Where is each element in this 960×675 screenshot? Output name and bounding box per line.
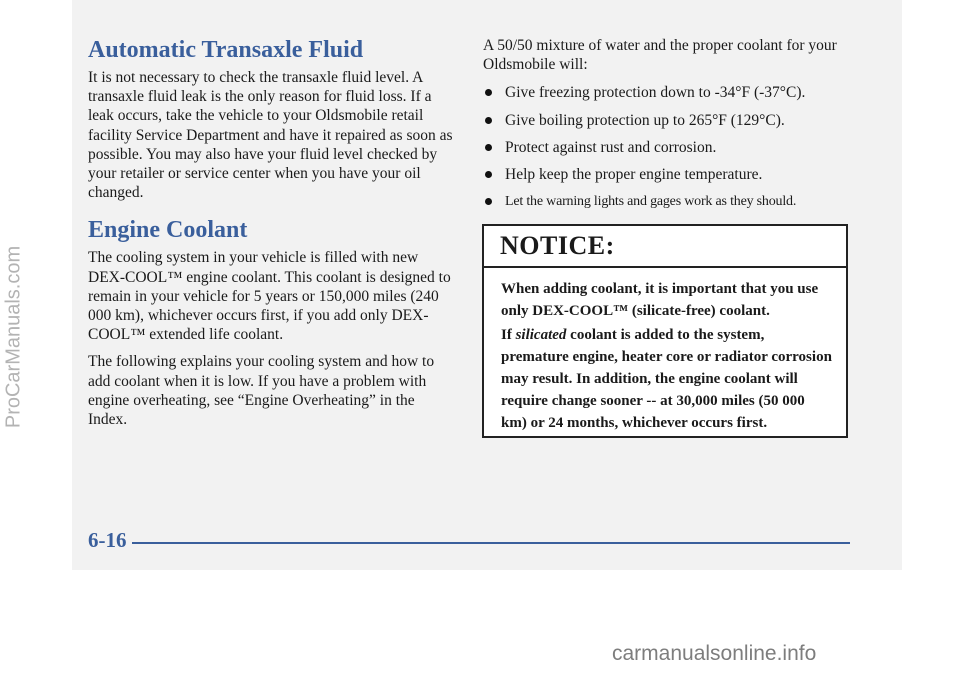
transaxle-heading: Automatic Transaxle Fluid — [88, 37, 364, 63]
mixture-intro: A 50/50 mixture of water and the proper coolant for your Oldsmobile will: — [483, 37, 837, 74]
notice-paragraph-1: When adding coolant, it is important that you use only DEX-COOL™ (silicate-free) coolant. — [501, 281, 819, 319]
page-number: 6-16 — [88, 528, 127, 552]
list-item-text: Give boiling protection up to 265°F (129°C). — [505, 111, 785, 129]
list-item — [483, 138, 855, 157]
bullet-icon — [485, 89, 492, 96]
notice-paragraph-2 — [501, 324, 834, 434]
site-watermark: carmanualsonline.info — [612, 642, 817, 665]
page-footer — [88, 528, 850, 552]
transaxle-paragraph: It is not necessary to check the transaxle fluid level. A transaxle fluid leak is the only reason for fluid loss. If a leak occurs, take the vehicle to your Oldsmobile retail facility Service Department and have it repaired as soon as possible. You may also have your fluid level checked by your retailer or service center when you have your oil changed. — [88, 69, 453, 202]
benefit-list — [483, 83, 855, 211]
coolant-paragraph-1: The cooling system in your vehicle is filled with new DEX-COOL™ engine coolant. This coolant is designed to remain in your vehicle for 5 years or 150,000 miles (240 000 km), whichever occurs first, if you add only DEX-COOL™ extended life coolant. — [88, 249, 451, 344]
right-column — [483, 36, 855, 219]
list-item-text: Protect against rust and corrosion. — [505, 138, 717, 156]
side-watermark — [0, 0, 28, 675]
list-item — [483, 192, 855, 211]
notice-paragraph-2-prefix: If — [501, 327, 516, 343]
list-item — [483, 111, 855, 130]
footer-rule — [132, 542, 850, 544]
left-column — [88, 36, 456, 429]
coolant-paragraph-2: The following explains your cooling system and how to add coolant when it is low. If you have a problem with engine overheating, see “Engine Overheating” in the Index. — [88, 353, 435, 429]
notice-emphasis: silicated — [515, 327, 567, 343]
side-watermark-text: ProCarManuals.com — [2, 245, 25, 429]
list-item-text: Help keep the proper engine temperature. — [505, 166, 763, 184]
notice-paragraph-2-rest: coolant is added to the system, premature engine, heater core or radiator corrosion may result. In addition, the engine coolant will require change sooner -- at 30,000 miles (50 000 km) or 24 months, whichever occurs first. — [501, 327, 832, 431]
list-item-text: Let the warning lights and gages work as they should. — [505, 194, 797, 210]
notice-title: NOTICE: — [500, 231, 615, 260]
list-item-text: Give freezing protection down to -34°F (-37°C). — [505, 84, 806, 102]
notice-header — [484, 226, 846, 268]
list-item — [483, 165, 855, 184]
bullet-icon — [485, 171, 492, 178]
notice-body — [484, 268, 846, 434]
notice-box — [482, 224, 848, 438]
list-item — [483, 83, 855, 102]
coolant-heading: Engine Coolant — [88, 217, 248, 244]
bullet-icon — [485, 117, 492, 124]
bullet-icon — [485, 198, 492, 205]
bullet-icon — [485, 144, 492, 151]
